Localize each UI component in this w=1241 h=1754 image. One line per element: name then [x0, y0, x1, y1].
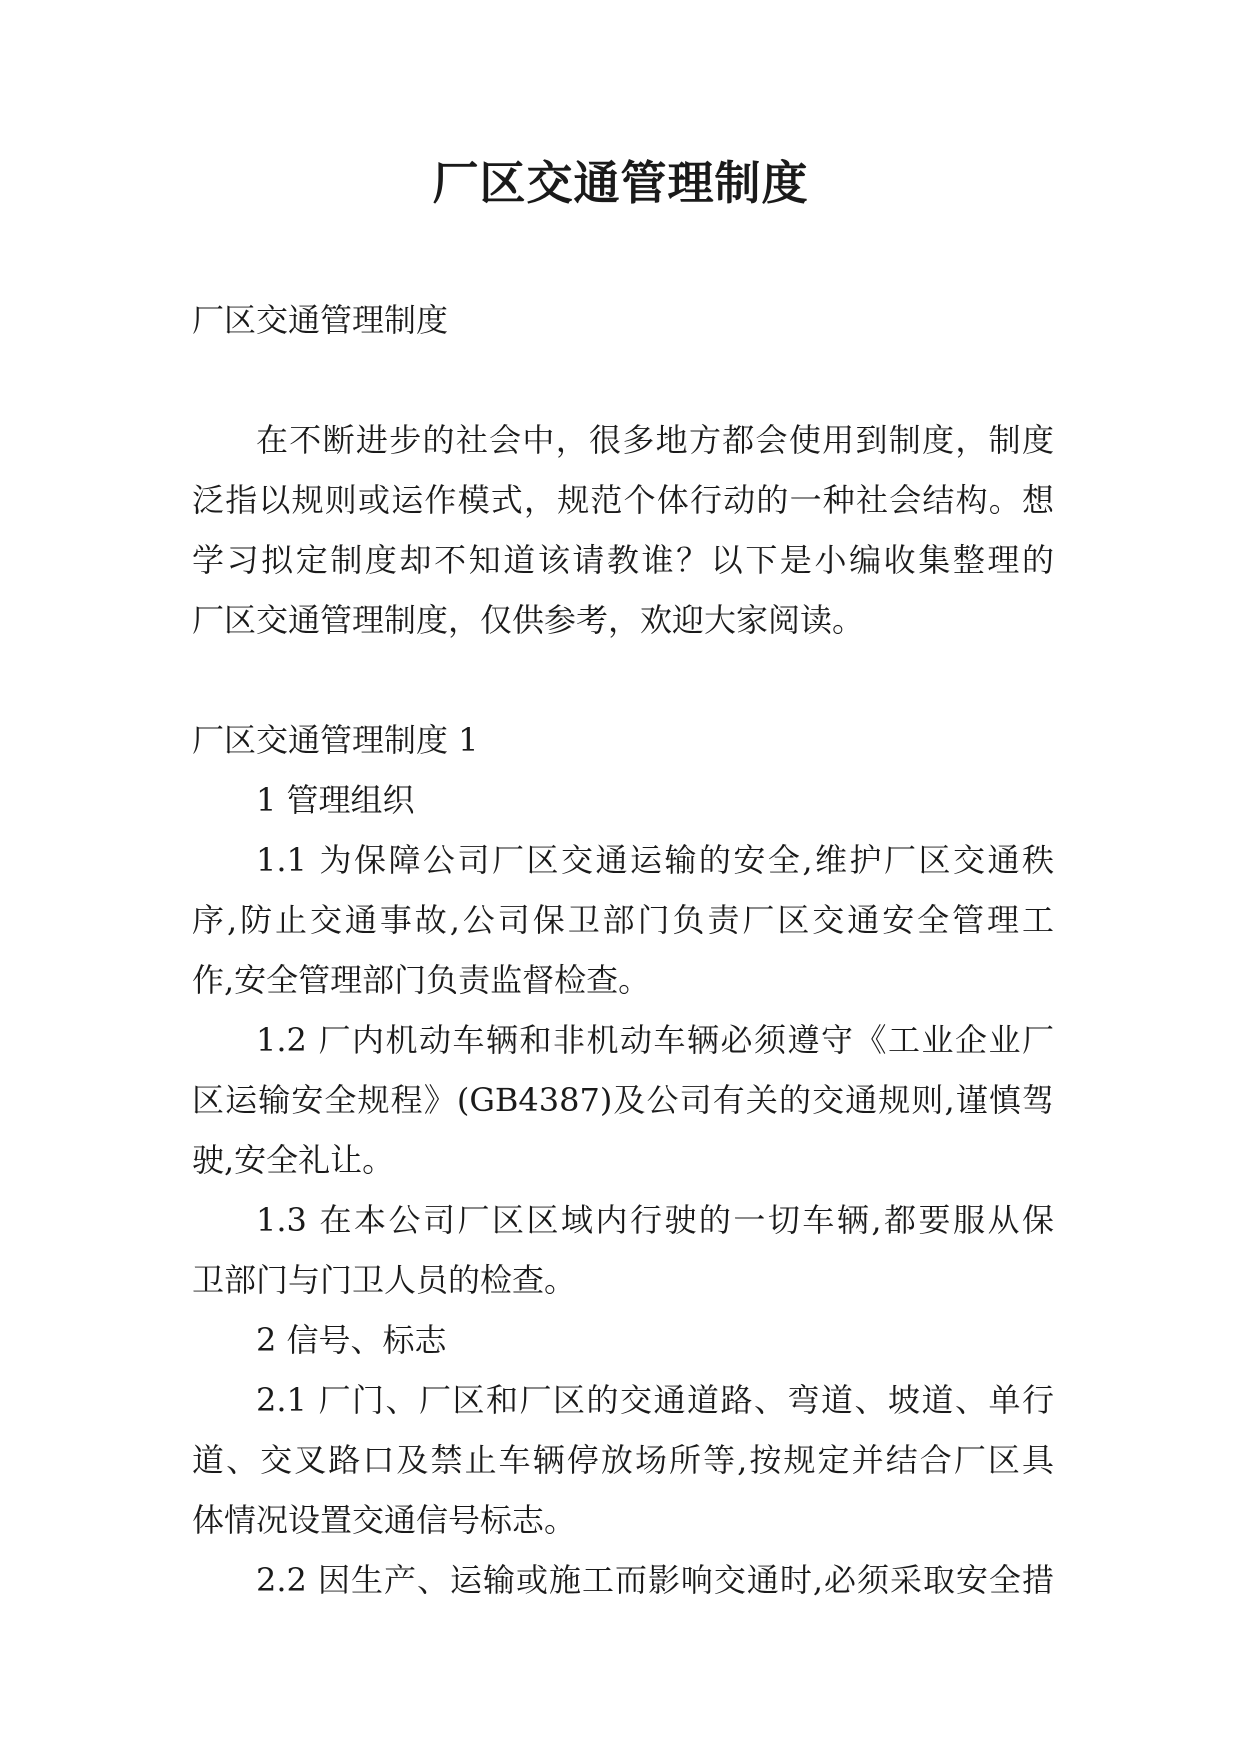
- document-subtitle: 厂区交通管理制度: [192, 301, 449, 339]
- clause-2-2-line: 2.2 因生产、运输或施工而影响交通时,必须采取安全措: [256, 1561, 1054, 1599]
- intro-line: 泛指以规则或运作模式，规范个体行动的一种社会结构。想: [192, 481, 1054, 519]
- spacer: [192, 350, 1054, 410]
- clause-2-1-line: 2.1 厂门、厂区和厂区的交通道路、弯道、坡道、单行: [256, 1381, 1054, 1419]
- section-body: [192, 770, 1054, 1610]
- clause-1-3-line: 1.3 在本公司厂区区域内行驶的一切车辆,都要服从保: [256, 1201, 1054, 1239]
- clause-2-1-line: 体情况设置交通信号标志。: [192, 1501, 577, 1539]
- clause-1-3-line: 卫部门与门卫人员的检查。: [192, 1261, 577, 1299]
- clause-1-2-line: 1.2 厂内机动车辆和非机动车辆必须遵守《工业企业厂: [256, 1021, 1054, 1059]
- clause-heading-2: 2 信号、标志: [256, 1321, 447, 1359]
- clause-1-2-line: 驶,安全礼让。: [192, 1141, 395, 1179]
- clause-1-1-line: 1.1 为保障公司厂区交通运输的安全,维护厂区交通秩: [256, 841, 1054, 879]
- intro-line: 学习拟定制度却不知道该请教谁？以下是小编收集整理的: [192, 541, 1054, 579]
- clause-1-1-line: 序,防止交通事故,公司保卫部门负责厂区交通安全管理工: [192, 901, 1054, 939]
- intro-paragraph: [192, 410, 1054, 650]
- intro-line: 厂区交通管理制度，仅供参考，欢迎大家阅读。: [192, 601, 865, 639]
- spacer: [192, 650, 1054, 710]
- clause-heading-1: 1 管理组织: [256, 781, 415, 819]
- clause-2-1-line: 道、交叉路口及禁止车辆停放场所等,按规定并结合厂区具: [192, 1441, 1054, 1479]
- document-body: [192, 290, 1054, 1610]
- clause-1-1-line: 作,安全管理部门负责监督检查。: [192, 961, 651, 999]
- intro-line: 在不断进步的社会中，很多地方都会使用到制度，制度: [256, 421, 1054, 459]
- clause-1-2-line: 区运输安全规程》(GB4387)及公司有关的交通规则,谨慎驾: [192, 1081, 1054, 1119]
- document-title: 厂区交通管理制度: [432, 156, 809, 210]
- section-heading: 厂区交通管理制度 1: [192, 721, 479, 759]
